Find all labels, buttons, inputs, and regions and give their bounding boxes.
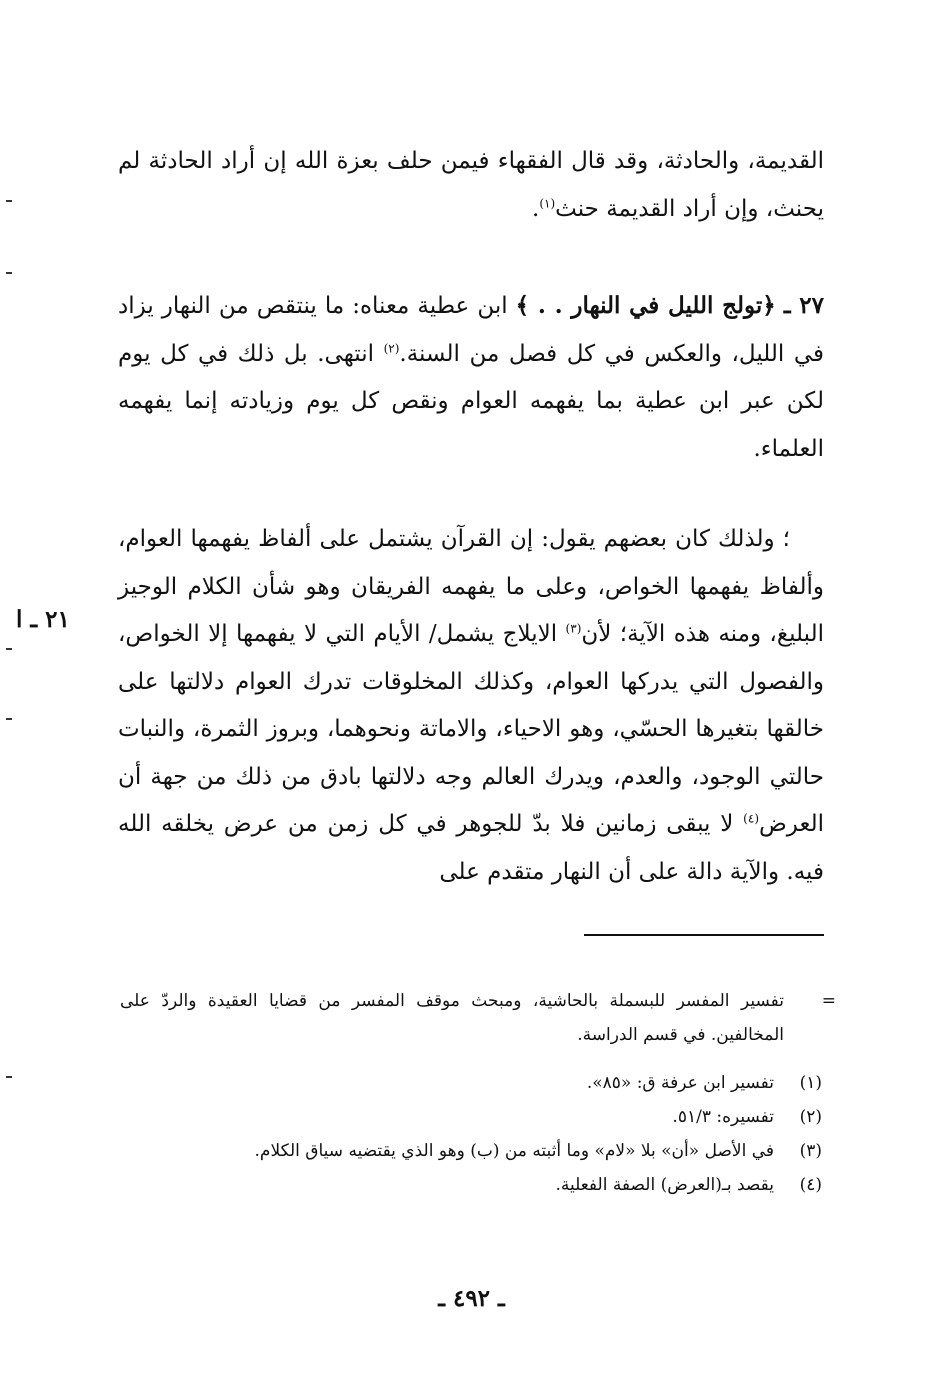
footnote-number: (٢) [799,1107,822,1127]
verse-quote: ﴿تولج الليل في النهار . . ﴾ [515,292,776,319]
footnote-separator [584,934,824,936]
scan-mark [6,200,12,202]
paragraph-3-text-b: الايلاج يشمل/ الأيام التي لا يفهمها إلا الخواص، والفصول التي يدركها العوام، وكذلك المخلوقات تدرك العوام دلالتها على خالقها بتغيرها الحسّي، وهو الاحياء، والاماتة ونحوهما، وبروز الثمرة، والنبات حالتي الوجود، والعدم، ويدرك العالم وجه دلالتها بادق من ذلك من جهة أن العرض [118,621,824,837]
continuation-mark: = [821,991,836,1011]
footnote-item [120,1066,840,1100]
footnote-number: (٤) [799,1175,822,1195]
footnote-text: تفسير ابن عرفة ق: «٨٥». [586,1073,774,1093]
footnote-ref-1[interactable]: (١) [539,195,556,210]
footnote-ref-4[interactable]: (٤) [743,811,759,826]
paragraph-1 [118,138,824,233]
paragraph-3 [118,516,824,896]
footnote-text: في الأصل «أن» بلا «لام» وما أثبته من (ب) وهو الذي يقتضيه سياق الكلام. [254,1141,774,1161]
paragraph-1-text-b: . [532,195,540,222]
verse-number: ٢٧ ـ [783,292,825,319]
footnote-continuation [120,984,840,1052]
scan-mark [6,272,12,274]
footnote-item [120,1168,840,1202]
paragraph-1-text-a: القديمة، والحادثة، وقد قال الفقهاء فيمن حلف بعزة الله إن أراد الحادثة لم يحنث، وإن أراد القديمة حنث [118,148,824,222]
scan-mark [6,648,12,650]
footnote-text: يقصد بـ(العرض) الصفة الفعلية. [555,1175,774,1195]
continuation-text: تفسير المفسر للبسملة بالحاشية، ومبحث موقف المفسر من قضايا العقيدة والردّ على المخالفين. في قسم الدراسة. [120,991,784,1045]
footnote-item [120,1100,840,1134]
footnote-number: (٣) [799,1141,822,1161]
scan-mark [6,718,12,720]
footnote-ref-2[interactable]: (٢) [383,340,400,355]
footnote-number: (١) [799,1073,822,1093]
footnote-ref-3[interactable]: (٣) [565,621,582,636]
footnote-item [120,1134,840,1168]
paragraph-2-text-b: انتهى. بل ذلك في كل يوم لكن عبر ابن عطية بما يفهمه العوام ونقص كل يوم وزيادته إنما يفهمه العلماء. [118,340,824,462]
paragraph-3-text-c: لا يبقى زمانين فلا بدّ للجوهر في كل زمن من عرض يخلقه الله فيه. والآية دالة على أن النهار متقدم على [118,811,824,885]
page-number: ـ ٤٩٢ ـ [438,1285,505,1312]
paragraph-2-text-a: ابن عطية معناه: ما ينتقص من النهار يزاد في الليل، والعكس في كل فصل من السنة. [118,293,824,367]
footnote-list [120,1066,840,1202]
scan-mark [6,1076,12,1078]
paragraph-3-text-a: ؛ ولذلك كان بعضهم يقول: إن القرآن يشتمل على ألفاظ يفهمها العوام، وألفاظ يفهمها الخواص، وعلى ما يفهمه الفريقان وهو شأن الكلام الوجيز البليغ، ومنه هذه الآية؛ لأن [118,526,824,647]
paragraph-2 [118,282,824,473]
manuscript-folio-marker: ٢١ ـ ا [16,606,70,633]
footnote-text: تفسيره: ٥١/٣. [672,1107,774,1127]
